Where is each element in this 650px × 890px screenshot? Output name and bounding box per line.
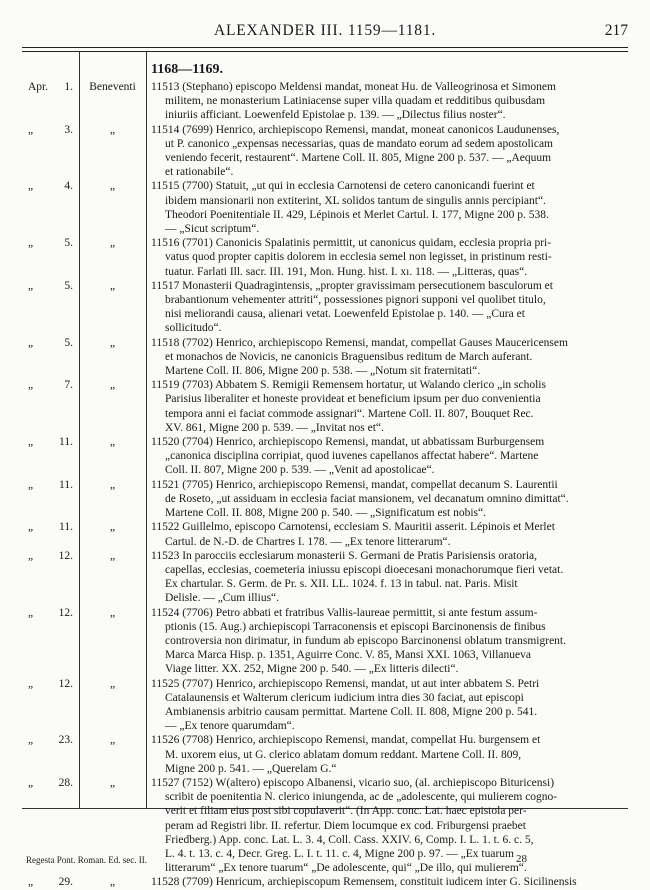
entry-line: ibidem mansionarii non extiterint, XL solidos tantum de singulis annis percipiant“. [165, 194, 546, 207]
register-entry [0, 606, 650, 677]
entry-month: „ [28, 521, 34, 534]
entry-day: 29. [58, 876, 73, 889]
entry-month: „ [28, 237, 34, 250]
entry-date [0, 478, 79, 521]
entry-day: 12. [58, 606, 73, 619]
footer-series-title: Regesta Pont. Roman. Ed. sec. II. [26, 855, 147, 865]
entry-month: „ [28, 876, 34, 889]
entry-day: 12. [58, 549, 73, 562]
entry-date [0, 378, 79, 435]
entry-line: Ex chartular. S. Germ. de Pr. s. XII. LL. 1024. f. 13 in tabul. nat. Paris. Misit [165, 578, 518, 591]
entry-line: veniendo fecerit, restaurent“. Martene Coll. II. 805, Migne 200 p. 537. — „Aequum [165, 152, 552, 165]
entry-line: sollicitudo“. [165, 322, 222, 335]
entry-date [0, 606, 79, 677]
register-entry [0, 336, 650, 379]
entry-day: 7. [64, 379, 73, 392]
entry-text [151, 875, 617, 889]
entry-text [151, 776, 617, 875]
entry-date [0, 236, 79, 279]
running-title: ALEXANDER III. 1159—1181. [214, 22, 437, 39]
entry-line: Viage litter. XX. 252, Migne 200 p. 540. — „Ex litteris dilecti“. [165, 663, 459, 676]
entry-line: Coll. II. 807, Migne 200 p. 539. — „Venit ad apostolicae“. [165, 464, 435, 477]
entry-day: 11. [59, 436, 73, 449]
entry-month: „ [28, 123, 34, 136]
entry-line: brabantionum vehementer attriti“, possessiones pignori supponi vel quolibet titulo, [165, 294, 546, 307]
entry-place: „ [109, 279, 116, 292]
entry-line: 11517 Monasterii Quadragintensis, „propter gravissimam persecutionem basculorum et [151, 279, 553, 292]
entry-line: militem, ne monasterium Latiniacense super villa quadam et redditibus quibusdam [165, 95, 546, 108]
entry-place: „ [109, 521, 116, 534]
header-rule [22, 47, 628, 48]
entry-line: Catalaunensis et Walterum clericum iudicium intra dies 30 faciat, aut episcopi [165, 691, 524, 704]
entry-text [151, 80, 617, 123]
register-entry [0, 279, 650, 336]
entry-line: controversia non dirimatur, in fundum ab episcopo Barcinonensi oblatum transmigrent. [165, 634, 566, 647]
entry-text [151, 123, 617, 180]
entry-text [151, 279, 617, 336]
entry-line: tempora anni ei faciat commode assignari“. Martene Coll. II. 807, Bouquet Rec. [165, 407, 534, 420]
entry-line: vatus quod propter capitis dolorem in ecclesia semel non legisset, in pristinum resti- [165, 251, 552, 264]
entry-line: Theodori Poenitentiale II. 429, Lépinois et Merlet Cartul. I. 177, Migne 200 p. 538. [165, 208, 549, 221]
entry-line: 11526 (7708) Henrico, archiepiscopo Remensi, mandat, compellat Hu. burgensem et [151, 734, 541, 747]
entry-date [0, 520, 79, 548]
entry-month: „ [28, 776, 34, 789]
entry-day: 28. [58, 776, 73, 789]
entry-line: 11515 (7700) Statuit, „ut qui in ecclesia Carnotensi de cetero canonicandi fuerint et [151, 180, 535, 193]
entry-line: Delisle. — „Cum illius“. [165, 592, 280, 605]
entry-month: Apr. [28, 81, 49, 93]
entry-line: peram ad Registri libr. II. refertur. Diem locumque ex cod. Friburgensi praebet [165, 819, 526, 832]
entry-date [0, 875, 79, 889]
entry-date [0, 549, 79, 606]
entry-month: „ [28, 279, 34, 292]
entry-day: 3. [64, 123, 73, 136]
entry-day: 11. [59, 521, 73, 534]
register-entry [0, 733, 650, 776]
entry-line: 11521 (7705) Henrico, archiepiscopo Remensi, mandat, compellat decanum S. Laurentii [151, 478, 558, 491]
entry-line: ut P. canonico „expensas necessarias, quas de mandato eorum ad sedem apostolicam [165, 137, 554, 150]
register-entry [0, 875, 650, 889]
entry-line: Migne 200 p. 541. — „Querelam G.“ [165, 762, 337, 775]
entry-text [151, 378, 617, 435]
entry-text [151, 549, 617, 606]
entry-text [151, 520, 617, 548]
entry-text [151, 236, 617, 279]
entry-line: Cartul. de N.-D. de Chartres I. 178. — „Ex tenore litterarum“. [165, 535, 451, 548]
entry-day: 5. [64, 279, 73, 292]
entry-month: „ [28, 379, 34, 392]
register-entry [0, 179, 650, 236]
register-entries [0, 80, 650, 890]
entry-day: 5. [64, 237, 73, 250]
entry-day: 11. [59, 478, 73, 491]
entry-date [0, 677, 79, 734]
entry-place: „ [109, 876, 116, 889]
entry-line: XV. 861, Migne 200 p. 539. — „Invitat nos et“. [165, 421, 384, 434]
entry-month: „ [28, 549, 34, 562]
entry-place: „ [109, 677, 116, 690]
entry-line: 11513 (Stephano) episcopo Meldensi mandat, moneat Hu. de Valleogrinosa et Simonem [151, 81, 556, 93]
entry-month: „ [28, 436, 34, 449]
entry-place: „ [109, 336, 116, 349]
entry-date [0, 435, 79, 478]
register-entry [0, 520, 650, 548]
entry-place: Beneventi [89, 81, 136, 93]
entry-line: litterarum“ „Ex tenore tuarum“ „De adolescente, qui“ „De illo, qui mulierem“. [165, 862, 527, 875]
entry-line: — „Sicut scriptum“. [165, 223, 260, 236]
entry-line: Marca Marca Hisp. p. 1351, Aguirre Conc. V. 85, Mansi XXI. 1063, Villanueva [165, 649, 531, 662]
entry-month: „ [28, 734, 34, 747]
entry-line: Ambianensis arbitrio causam permittat. Martene Coll. II. 808, Migne 200 p. 541. [165, 705, 538, 718]
entry-line: et monachos de Novicis, ne canonicis Braguensibus reditum de March auferant. [165, 350, 533, 363]
entry-line: scribit de poenitentia N. clerico iniungenda, ac de „adolescente, qui mulierem cogno- [165, 791, 558, 804]
entry-line: 11528 (7709) Henricum, archiepiscopum Remensem, constituit iudicem inter G. Sicilinensis [151, 876, 577, 889]
entry-line: et rationabile“. [165, 166, 234, 179]
entry-text [151, 336, 617, 379]
entry-line: 11525 (7707) Henrico, archiepiscopo Remensi, mandat, ut aut inter abbatem S. Petri [151, 677, 540, 690]
entry-place: „ [109, 436, 116, 449]
entry-text [151, 677, 617, 734]
entry-line: L. 4. t. 13. c. 4, Decr. Greg. L. I. t. 11. c. 4, Migne 200 p. 97. — „Ex tuarum [165, 847, 514, 860]
entry-date [0, 279, 79, 336]
entry-day: 4. [64, 180, 73, 193]
entry-line: tuatur. Farlati Ill. sacr. III. 191, Mon. Hung. hist. I. xı. 118. — „Litteras, quas“. [165, 265, 528, 278]
entry-line: 11520 (7704) Henrico, archiepiscopo Remensi, mandat, ut abbatissam Burburgensem [151, 436, 545, 449]
register-entry [0, 123, 650, 180]
entry-line: Martene Coll. II. 806, Migne 200 p. 538. — „Notum sit fraternitati“. [165, 365, 481, 378]
entry-day: 5. [64, 336, 73, 349]
entry-date [0, 733, 79, 776]
entry-date [0, 80, 79, 123]
entry-line: 11516 (7701) Canonicis Spalatinis permittit, ut canonicus quidam, ecclesia propria pri- [151, 237, 552, 250]
header-rule-thin [22, 51, 628, 52]
entry-line: Parisius liberaliter et honeste provideat et beneficium ipsum per duo convenientia [165, 393, 541, 406]
entry-line: iniuriis afficiant. Loewenfeld Epistolae p. 139. — „Dilectus filius noster“. [165, 109, 506, 122]
entry-place: „ [109, 180, 116, 193]
entry-line: de Roseto, „ut assiduam in ecclesia faciat mansionem, vel decanatum omnino dimittat“. [165, 492, 569, 505]
entry-month: „ [28, 677, 34, 690]
register-entry [0, 549, 650, 606]
year-heading: 1168—1169. [151, 62, 223, 77]
entry-place: „ [109, 379, 116, 392]
entry-line: 11522 Guillelmo, episcopo Carnotensi, ecclesiam S. Mauritii asserit. Lépinois et Merlet [151, 521, 555, 534]
entry-line: M. uxorem eius, ut G. clerico ablatam domum reddant. Martene Coll. II. 809, [165, 748, 522, 761]
register-entry [0, 435, 650, 478]
entry-month: „ [28, 336, 34, 349]
entry-month: „ [28, 180, 34, 193]
entry-date [0, 179, 79, 236]
entry-day: 23. [58, 734, 73, 747]
entry-month: „ [28, 478, 34, 491]
page-number: 217 [604, 22, 628, 39]
entry-date [0, 123, 79, 180]
entry-line: capellas, ecclesias, coemeteria iniussu episcopi dioecesani monachorumque fieri vetat. [165, 563, 564, 576]
entry-line: „canonica disciplina corripiat, quod iuvenes capellanos affectat habere“. Martene [165, 450, 539, 463]
entry-day: 1. [64, 81, 73, 93]
entry-place: „ [109, 734, 116, 747]
entry-month: „ [28, 606, 34, 619]
entry-line: 11518 (7702) Henrico, archiepiscopo Remensi, mandat, compellat Gauses Maucericensem [151, 336, 568, 349]
entry-text [151, 179, 617, 236]
footer-signature: 28 [516, 853, 527, 865]
entry-line: nisi meliorandi causa, alienari vetat. Loewenfeld Epistolae p. 140. — „Cura et [165, 308, 525, 321]
register-entry [0, 378, 650, 435]
entry-line: ptionis (15. Aug.) archiepiscopi Tarraconensis et episcopi Barcinonensis de finibus [165, 620, 546, 633]
entry-place: „ [109, 549, 116, 562]
entry-place: „ [109, 123, 116, 136]
entry-text [151, 435, 617, 478]
entry-text [151, 478, 617, 521]
entry-place: „ [109, 237, 116, 250]
register-entry [0, 677, 650, 734]
entry-line: 11523 In parocciis ecclesiarum monasterii S. Germani de Pratis Parisiensis oratoria, [151, 549, 537, 562]
entry-place: „ [109, 776, 116, 789]
entry-line: 11519 (7703) Abbatem S. Remigii Remensem hortatur, ut Walando clerico „in scholis [151, 379, 546, 392]
entry-line: Friedberg.) App. conc. Lat. L. 3. 4, Coll. Cass. XXIV. 6, Comp. I. L. 1. t. 6. c. 5, [165, 833, 534, 846]
entry-place: „ [109, 478, 116, 491]
entry-day: 12. [58, 677, 73, 690]
register-entry [0, 478, 650, 521]
entry-line: 11524 (7706) Petro abbati et fratribus Vallis-laureae permittit, si ante festum assum- [151, 606, 538, 619]
entry-line: 11527 (7152) W(altero) episcopo Albanensi, vicario suo, (al. archiepiscopo Bituricensi) [151, 776, 555, 789]
entry-line: — „Ex tenore quarumdam“. [165, 720, 295, 733]
register-entry [0, 80, 650, 123]
entry-text [151, 733, 617, 776]
entry-date [0, 336, 79, 379]
register-entry [0, 236, 650, 279]
entry-line: 11514 (7699) Henrico, archiepiscopo Remensi, mandat, moneat canonicos Laudunenses, [151, 123, 560, 136]
running-header [0, 22, 650, 42]
entry-line: Martene Coll. II. 808, Migne 200 p. 540. — „Significatum est nobis“. [165, 507, 486, 520]
entry-line: verit et filiam eius post sibi copulaverit“. (In App. conc. Lat. haec epistola per- [165, 805, 527, 818]
entry-text [151, 606, 617, 677]
entry-place: „ [109, 606, 116, 619]
